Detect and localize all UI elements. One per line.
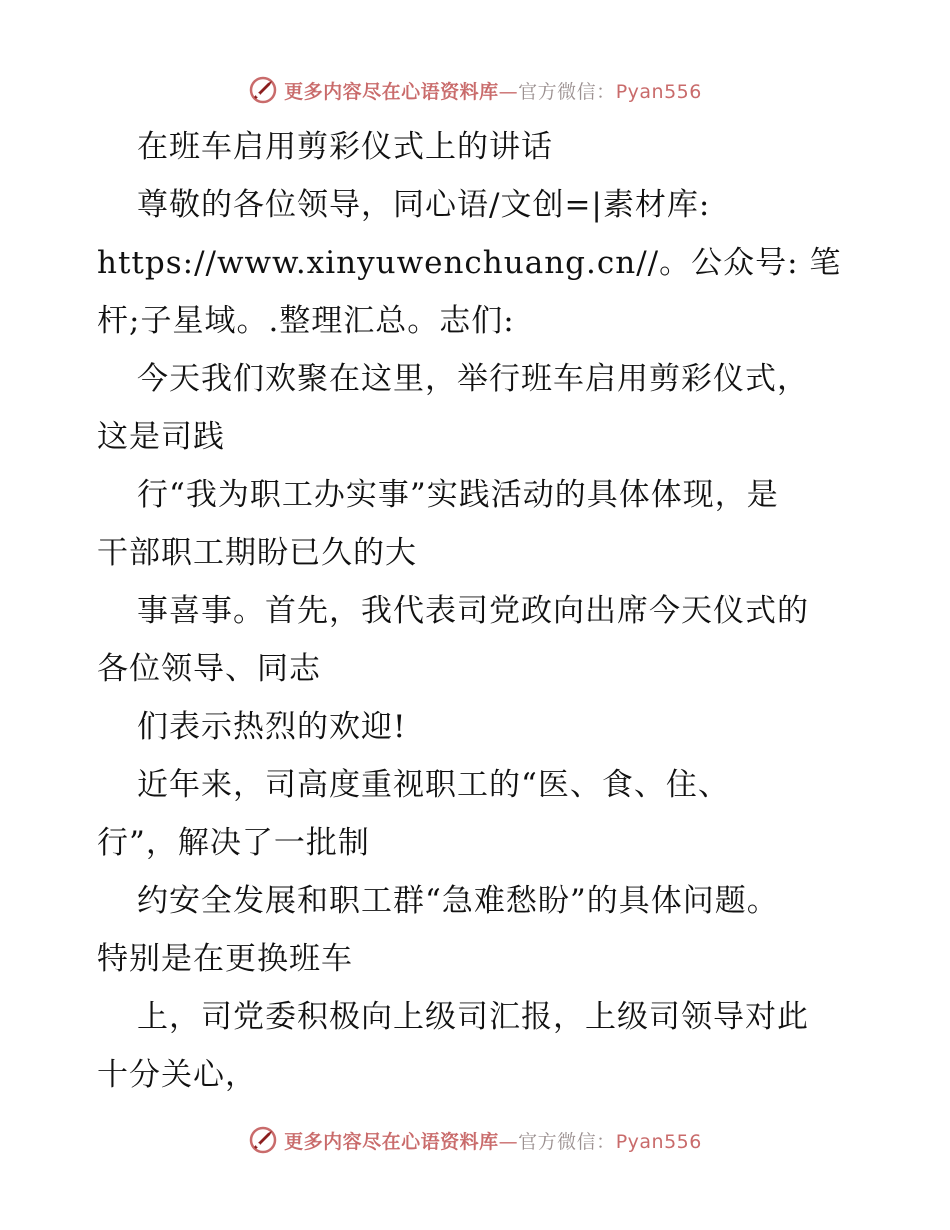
text-line: 近年来，司高度重视职工的“医、食、住、: [137, 767, 730, 803]
banner-main-text: 更多内容尽在心语资料库: [284, 80, 499, 103]
banner-main-text: 更多内容尽在心语资料库: [284, 1130, 499, 1153]
banner-wechat-id: Pyan556: [615, 1130, 702, 1153]
banner-text: [284, 1127, 702, 1154]
document-body: [97, 118, 857, 1104]
text-line: 行“我为职工办实事”实践活动的具体体现，是: [137, 477, 779, 513]
text-line: 今天我们欢聚在这里，举行班车启用剪彩仪式，: [137, 361, 809, 397]
text-line: 上，司党委积极向上级司汇报，上级司领导对此: [137, 999, 809, 1035]
text-line: 杆;子星域。.整理汇总。志们:: [97, 303, 515, 339]
text-line: 尊敬的各位领导，同心语/文创=|素材库:: [137, 187, 711, 223]
text-line: 干部职工期盼已久的大: [97, 535, 417, 571]
banner-wechat-label: 官方微信：: [518, 80, 616, 103]
text-line: 行”，解决了一批制: [97, 825, 370, 861]
banner-wechat-id: Pyan556: [615, 80, 702, 103]
text-line: 特别是在更换班车: [97, 941, 353, 977]
text-line: 十分关心，: [97, 1057, 257, 1093]
text-line: 各位领导、同志: [97, 651, 321, 687]
quill-pen-logo-icon: [248, 75, 278, 105]
text-line: 这是司践: [97, 419, 225, 455]
banner-text: [284, 77, 702, 104]
footer-watermark-banner: [0, 1120, 950, 1160]
text-line: 事喜事。首先，我代表司党政向出席今天仪式的: [137, 593, 809, 629]
document-title: 在班车启用剪彩仪式上的讲话: [137, 129, 553, 165]
banner-wechat-label: 官方微信：: [518, 1130, 616, 1153]
banner-separator: —: [498, 1130, 519, 1153]
quill-pen-logo-icon: [248, 1125, 278, 1155]
header-watermark-banner: [0, 70, 950, 110]
banner-separator: —: [498, 80, 519, 103]
text-line: https://www.xinyuwenchuang.cn//。公众号: 笔: [97, 245, 842, 281]
text-line: 们表示热烈的欢迎!: [137, 709, 407, 745]
text-line: 约安全发展和职工群“急难愁盼”的具体问题。: [137, 883, 779, 919]
